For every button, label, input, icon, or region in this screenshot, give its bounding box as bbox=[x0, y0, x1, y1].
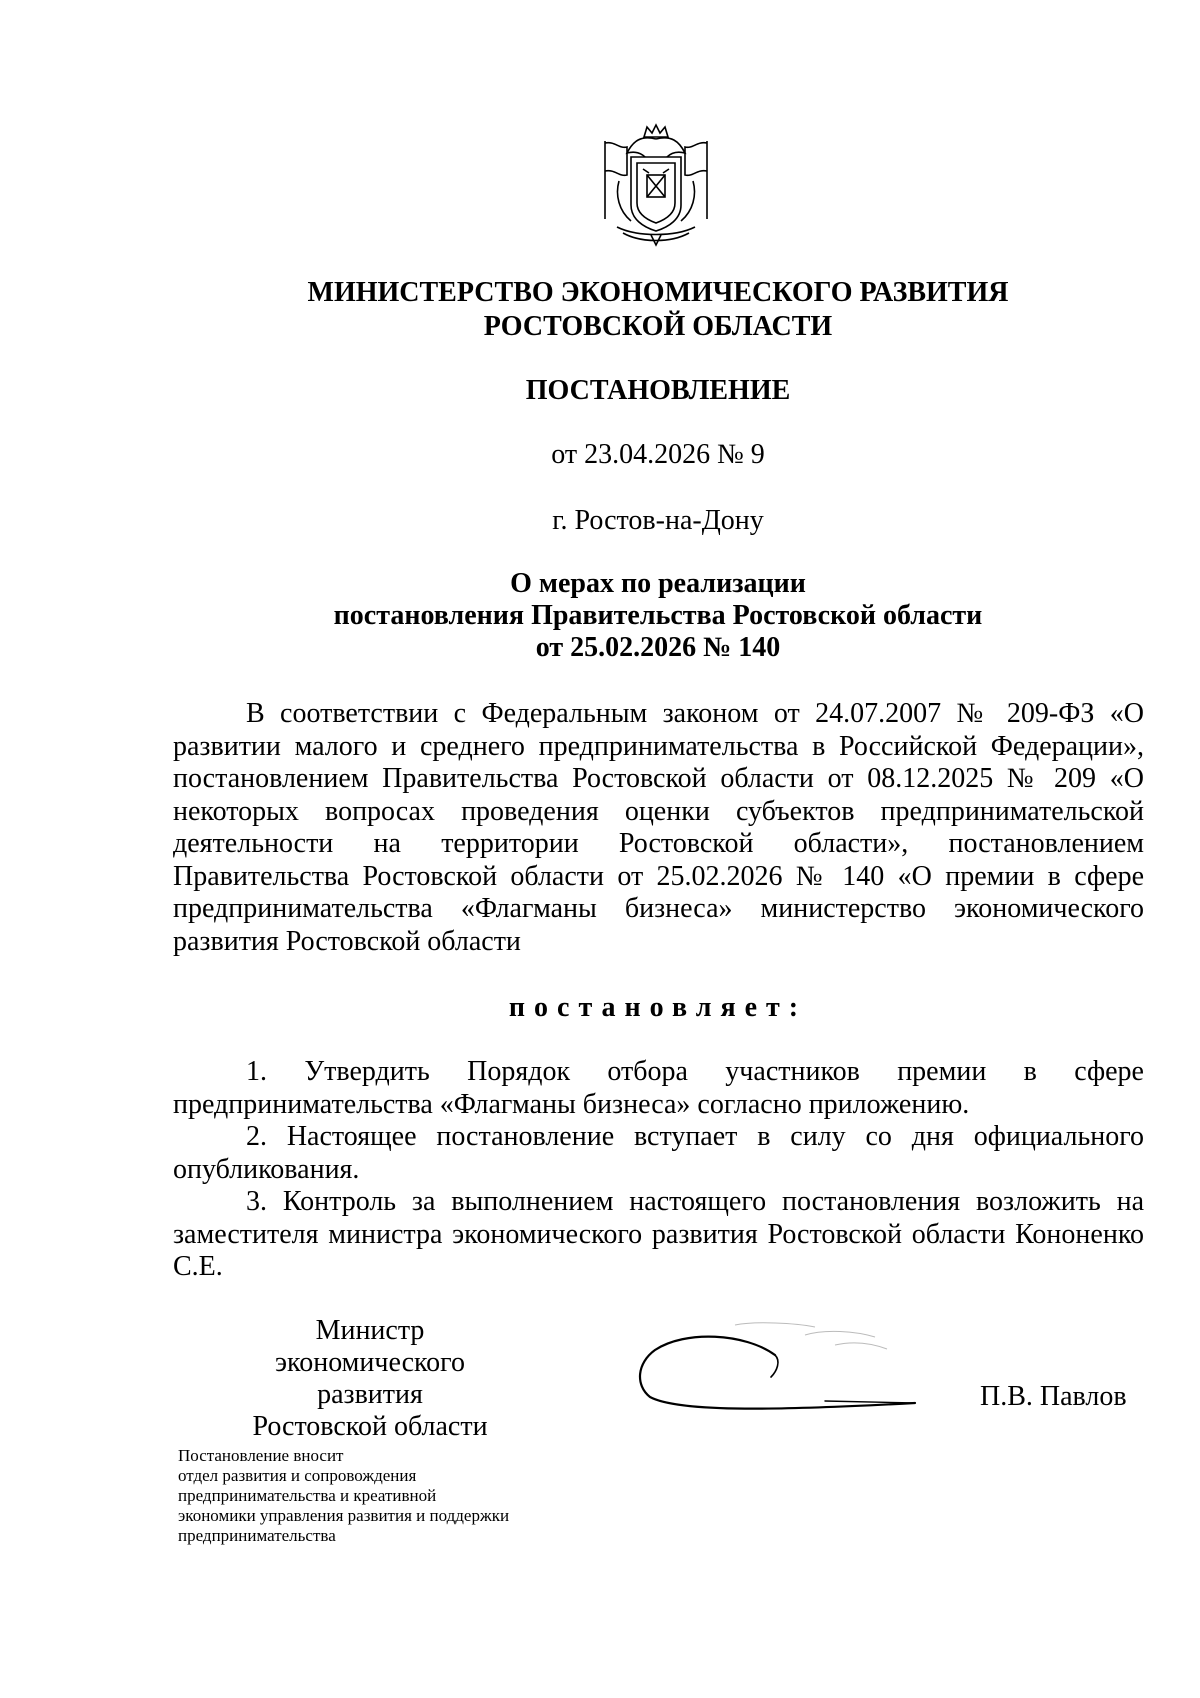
ministry-name bbox=[0, 276, 1200, 344]
document-subject bbox=[0, 568, 1200, 664]
subject-line3: от 25.02.2026 № 140 bbox=[535, 632, 781, 663]
decision-item-3: 3. Контроль за выполнением настоящего постановления возложить на заместителя министра экономического развития Ростовской области Кононенко С.Е. bbox=[173, 1186, 1144, 1282]
signer-name: П.В. Павлов bbox=[980, 1381, 1127, 1412]
preamble-paragraph: В соответствии с Федеральным законом от 24.07.2007 № 209-ФЗ «О развитии малого и среднего предпринимательства в Российской Федерации», постановлением Правительства Ростовской области от 08.12.2025 № 209 «О некоторых вопросах проведения оценки субъектов предпринимательской деятельности на территории Ростовской области», постановлением Правительства Ростовской области от 25.02.2026 № 140 «О премии в сфере предпринимательства «Флагманы бизнеса» министерство экономического развития Ростовской области bbox=[173, 698, 1144, 957]
signer-title-line3: Ростовской области bbox=[252, 1411, 488, 1442]
subject-line1: О мерах по реализации bbox=[510, 568, 806, 599]
document-city: г. Ростов-на-Дону bbox=[552, 505, 764, 536]
decision-items bbox=[173, 1056, 1144, 1284]
ministry-name-line2: РОСТОВСКОЙ ОБЛАСТИ bbox=[483, 311, 833, 342]
document-date-number: от 23.04.2026 № 9 bbox=[551, 439, 765, 470]
coat-of-arms-icon bbox=[597, 123, 715, 249]
footer-note-line1: Постановление вносит bbox=[178, 1446, 344, 1465]
footer-note bbox=[178, 1446, 628, 1546]
decision-item-1: 1. Утвердить Порядок отбора участников премии в сфере предпринимательства «Флагманы бизнеса» согласно приложению. bbox=[173, 1056, 1144, 1120]
handwritten-signature bbox=[625, 1315, 925, 1415]
footer-note-line2: отдел развития и сопровождения bbox=[178, 1466, 417, 1485]
signer-title-line2: экономического развития bbox=[275, 1347, 465, 1410]
preamble bbox=[173, 698, 1144, 958]
decides-heading: постановляет: bbox=[508, 992, 808, 1023]
signer-title bbox=[220, 1315, 520, 1443]
footer-note-line5: предпринимательства bbox=[178, 1526, 336, 1545]
ministry-name-line1: МИНИСТЕРСТВО ЭКОНОМИЧЕСКОГО РАЗВИТИЯ bbox=[307, 277, 1009, 308]
signer-title-line1: Министр bbox=[315, 1315, 425, 1346]
decision-item-2: 2. Настоящее постановление вступает в силу со дня официального опубликования. bbox=[173, 1121, 1144, 1185]
subject-line2: постановления Правительства Ростовской области bbox=[333, 600, 983, 631]
footer-note-line3: предпринимательства и креативной bbox=[178, 1486, 437, 1505]
document-type: ПОСТАНОВЛЕНИЕ bbox=[525, 375, 791, 406]
footer-note-line4: экономики управления развития и поддержки bbox=[178, 1506, 510, 1525]
